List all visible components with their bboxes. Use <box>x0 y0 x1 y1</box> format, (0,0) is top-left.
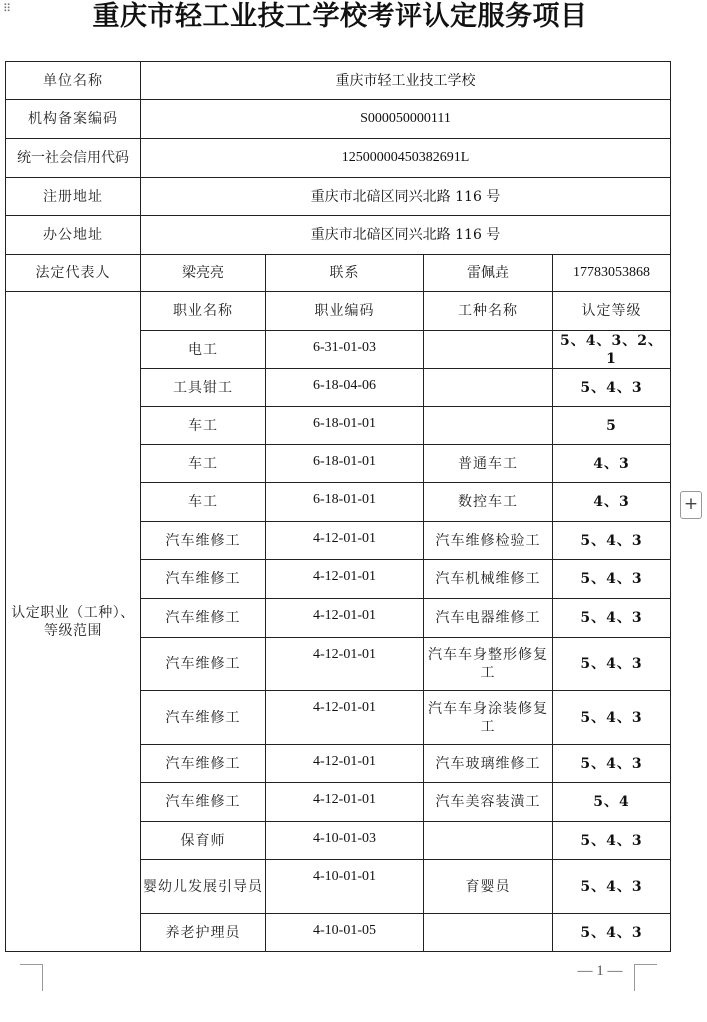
legal-rep-label: 法定代表人 <box>6 255 141 292</box>
level-cell[interactable]: 4、3 <box>553 445 671 483</box>
filing-code-value[interactable]: S000050000111 <box>141 100 671 139</box>
scope-header-row <box>6 292 671 331</box>
office-address-value[interactable]: 重庆市北碚区同兴北路 116 号 <box>141 216 671 255</box>
office-address-label: 办公地址 <box>6 216 141 255</box>
header-occupation-code: 职业编码 <box>266 292 424 331</box>
level-cell[interactable]: 5、4、3 <box>553 914 671 952</box>
occupation-code-cell[interactable]: 4-10-01-05 <box>266 914 424 952</box>
work-type-cell[interactable]: 汽车机械维修工 <box>424 560 553 599</box>
occupation-name-cell[interactable]: 电工 <box>141 331 266 369</box>
level-cell[interactable]: 5、4、3 <box>553 599 671 638</box>
occupation-name-cell[interactable]: 汽车维修工 <box>141 560 266 599</box>
work-type-cell[interactable]: 汽车维修检验工 <box>424 522 553 560</box>
level-cell[interactable]: 5、4、3 <box>553 522 671 560</box>
occupation-code-cell[interactable]: 4-10-01-01 <box>266 860 424 914</box>
level-cell[interactable]: 4、3 <box>553 483 671 522</box>
info-table <box>5 61 671 952</box>
work-type-cell[interactable] <box>424 914 553 952</box>
level-cell[interactable]: 5、4、3 <box>553 638 671 691</box>
row-reg-address <box>6 178 671 216</box>
contact-label: 联系 <box>266 255 424 292</box>
header-level: 认定等级 <box>553 292 671 331</box>
level-cell[interactable]: 5、4、3 <box>553 745 671 783</box>
occupation-name-cell[interactable]: 车工 <box>141 445 266 483</box>
occupation-code-cell[interactable]: 4-10-01-03 <box>266 822 424 860</box>
row-credit-code <box>6 139 671 178</box>
credit-code-value[interactable]: 12500000450382691L <box>141 139 671 178</box>
occupation-code-cell[interactable]: 6-18-01-01 <box>266 407 424 445</box>
legal-rep-value[interactable]: 梁亮亮 <box>141 255 266 292</box>
page-number: — 1 — <box>577 963 623 979</box>
document-title: 重庆市轻工业技工学校考评认定服务项目 <box>92 1 588 32</box>
level-cell[interactable]: 5、4、3 <box>553 860 671 914</box>
row-office-address <box>6 216 671 255</box>
add-row-button[interactable]: + <box>680 491 702 519</box>
occupation-code-cell[interactable]: 6-18-01-01 <box>266 445 424 483</box>
unit-name-value[interactable]: 重庆市轻工业技工学校 <box>141 62 671 100</box>
level-cell[interactable]: 5、4、3 <box>553 822 671 860</box>
scope-label: 认定职业（工种）、等级范围 <box>6 292 141 952</box>
occupation-code-cell[interactable]: 6-31-01-03 <box>266 331 424 369</box>
reg-address-label: 注册地址 <box>6 178 141 216</box>
work-type-cell[interactable]: 汽车美容装潢工 <box>424 783 553 822</box>
occupation-name-cell[interactable]: 工具钳工 <box>141 369 266 407</box>
level-cell[interactable]: 5 <box>553 407 671 445</box>
drag-handle-icon[interactable]: ⠿ <box>3 2 13 15</box>
occupation-name-cell[interactable]: 汽车维修工 <box>141 783 266 822</box>
occupation-code-cell[interactable]: 4-12-01-01 <box>266 783 424 822</box>
work-type-cell[interactable] <box>424 407 553 445</box>
work-type-cell[interactable]: 育婴员 <box>424 860 553 914</box>
occupation-code-cell[interactable]: 4-12-01-01 <box>266 745 424 783</box>
occupation-code-cell[interactable]: 4-12-01-01 <box>266 599 424 638</box>
level-cell[interactable]: 5、4、3 <box>553 369 671 407</box>
occupation-name-cell[interactable]: 保育师 <box>141 822 266 860</box>
contact-phone-value[interactable]: 17783053868 <box>553 255 671 292</box>
work-type-cell[interactable]: 汽车玻璃维修工 <box>424 745 553 783</box>
row-unit-name <box>6 62 671 100</box>
occupation-code-cell[interactable]: 6-18-01-01 <box>266 483 424 522</box>
work-type-cell[interactable] <box>424 822 553 860</box>
filing-code-label: 机构备案编码 <box>6 100 141 139</box>
page-corner-mark-right <box>634 964 657 991</box>
page-corner-mark-left <box>20 964 43 991</box>
occupation-name-cell[interactable]: 车工 <box>141 407 266 445</box>
level-cell[interactable]: 5、4、3 <box>553 560 671 599</box>
occupation-name-cell[interactable]: 汽车维修工 <box>141 691 266 745</box>
header-occupation-name: 职业名称 <box>141 292 266 331</box>
occupation-code-cell[interactable]: 4-12-01-01 <box>266 522 424 560</box>
row-legal-rep <box>6 255 671 292</box>
occupation-code-cell[interactable]: 4-12-01-01 <box>266 638 424 691</box>
contact-name-value[interactable]: 雷佩垚 <box>424 255 553 292</box>
occupation-name-cell[interactable]: 婴幼儿发展引导员 <box>141 860 266 914</box>
occupation-name-cell[interactable]: 汽车维修工 <box>141 599 266 638</box>
level-cell[interactable]: 5、4 <box>553 783 671 822</box>
level-cell[interactable]: 5、4、3、2、1 <box>553 331 671 369</box>
work-type-cell[interactable]: 汽车电器维修工 <box>424 599 553 638</box>
level-cell[interactable]: 5、4、3 <box>553 691 671 745</box>
occupation-name-cell[interactable]: 车工 <box>141 483 266 522</box>
work-type-cell[interactable] <box>424 331 553 369</box>
credit-code-label: 统一社会信用代码 <box>6 139 141 178</box>
occupation-name-cell[interactable]: 汽车维修工 <box>141 522 266 560</box>
row-filing-code <box>6 100 671 139</box>
occupation-name-cell[interactable]: 汽车维修工 <box>141 745 266 783</box>
work-type-cell[interactable]: 汽车车身整形修复工 <box>424 638 553 691</box>
reg-address-value[interactable]: 重庆市北碚区同兴北路 116 号 <box>141 178 671 216</box>
occupation-code-cell[interactable]: 4-12-01-01 <box>266 691 424 745</box>
work-type-cell[interactable]: 普通车工 <box>424 445 553 483</box>
work-type-cell[interactable] <box>424 369 553 407</box>
work-type-cell[interactable]: 汽车车身涂装修复工 <box>424 691 553 745</box>
header-work-type: 工种名称 <box>424 292 553 331</box>
occupation-name-cell[interactable]: 汽车维修工 <box>141 638 266 691</box>
occupation-code-cell[interactable]: 6-18-04-06 <box>266 369 424 407</box>
work-type-cell[interactable]: 数控车工 <box>424 483 553 522</box>
occupation-name-cell[interactable]: 养老护理员 <box>141 914 266 952</box>
unit-name-label: 单位名称 <box>6 62 141 100</box>
occupation-code-cell[interactable]: 4-12-01-01 <box>266 560 424 599</box>
